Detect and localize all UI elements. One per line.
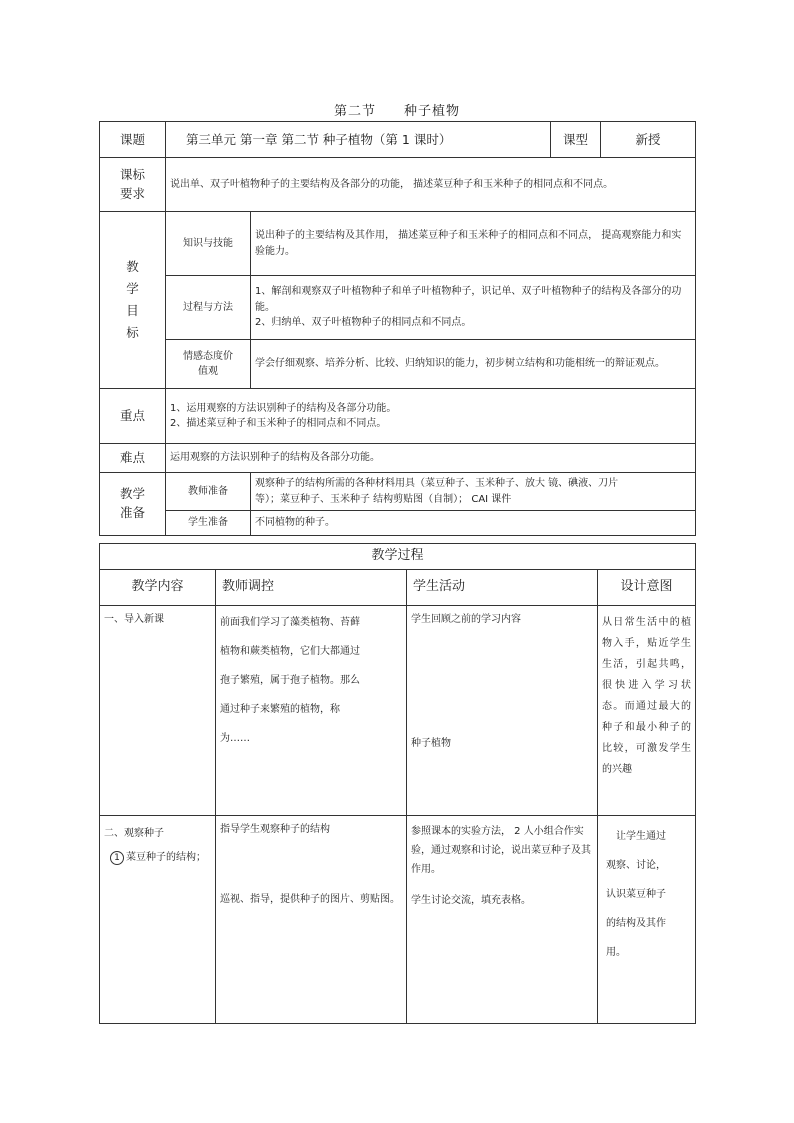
process-item-1: 1、解剖和观察双子叶植物种子和单子叶植物种子，识记单、双子叶植物种子的结构及各部分的功能。 xyxy=(255,286,682,313)
emotion-label: 情感态度价 值观 xyxy=(166,340,251,389)
difficulty-label: 难点 xyxy=(100,444,166,473)
goal-process-row xyxy=(100,276,696,340)
topic-value: 第三单元 第一章 第二节 种子植物（第 1 课时） xyxy=(166,122,551,158)
student-prep-row xyxy=(100,511,696,536)
teacher-prep-text: 观察种子的结构所需的各种材料用具（菜豆种子、玉米种子、放大 镜、碘液、刀片 等）；菜豆种子、玉米种子 结构剪贴图（自制）； CAI 课件 xyxy=(251,473,696,511)
topic-label: 课题 xyxy=(100,122,166,158)
emotion-text: 学会仔细观察、培养分析、比较、归纳知识的能力，初步树立结构和功能相统一的辩证观点。 xyxy=(251,340,696,389)
page-title-topic: 种子植物 xyxy=(404,104,461,119)
row1-content: 一、导入新课 xyxy=(100,606,216,816)
row1-intent: 从日常生活中的植物入手，贴近学生生活，引起共鸣，很快进入学习状态。而通过最大的种子和最小种子的比较，可激发学生的兴趣 xyxy=(598,606,696,816)
goal-emotion-row xyxy=(100,340,696,389)
knowledge-label: 知识与技能 xyxy=(166,212,251,276)
process-item-2: 2、归纳单、双子叶植物种子的相同点和不同点。 xyxy=(255,317,472,329)
topic-row xyxy=(100,122,696,158)
col-student: 学生活动 xyxy=(407,570,598,606)
prep-label: 教学 准备 xyxy=(100,473,166,536)
teaching-process-table xyxy=(99,543,696,1024)
process-row-intro xyxy=(100,606,696,816)
row2-intent: 让学生通过 观察、讨论， 认识菜豆种子 的结构及其作 用。 xyxy=(598,816,696,1024)
knowledge-text: 说出种子的主要结构及其作用， 描述菜豆种子和玉米种子的相同点和不同点， 提高观察能力和实验能力。 xyxy=(251,212,696,276)
standard-label: 课标 要求 xyxy=(100,158,166,212)
process-method-text xyxy=(251,276,696,340)
process-method-label: 过程与方法 xyxy=(166,276,251,340)
goals-label: 教 学 目 标 xyxy=(100,212,166,389)
key-point-1: 1、运用观察的方法识别种子的结构及各部分功能。 xyxy=(170,402,397,414)
standard-text: 说出单、双子叶植物种子的主要结构及各部分的功能， 描述菜豆种子和玉米种子的相同点和不同点。 xyxy=(166,158,696,212)
key-points-label: 重点 xyxy=(100,389,166,444)
col-intent: 设计意图 xyxy=(598,570,696,606)
key-points-text xyxy=(166,389,696,444)
difficulty-row xyxy=(100,444,696,473)
row2-content: 二、观察种子 1 菜豆种子的结构； xyxy=(100,816,216,1024)
row1-student: 学生回顾之前的学习内容 种子植物 xyxy=(407,606,598,816)
key-points-row xyxy=(100,389,696,444)
number-circle-icon: 1 xyxy=(110,851,124,865)
row2-student: 参照课本的实验方法， 2 人小组合作实验，通过观察和讨论，说出菜豆种子及其作用。 学生讨论交流，填充表格。 xyxy=(407,816,598,1024)
col-content: 教学内容 xyxy=(100,570,216,606)
process-row-observe xyxy=(100,816,696,1024)
page-title xyxy=(0,100,794,119)
row1-teacher: 前面我们学习了藻类植物、苔藓 植物和蕨类植物，它们大都通过 孢子繁殖，属于孢子植物。那么 通过种子来繁殖的植物，称 为…… xyxy=(216,606,407,816)
process-heading-row xyxy=(100,544,696,570)
process-heading: 教学过程 xyxy=(100,544,696,570)
goal-knowledge-row xyxy=(100,212,696,276)
standard-row xyxy=(100,158,696,212)
key-point-2: 2、描述菜豆种子和玉米种子的相同点和不同点。 xyxy=(170,418,387,429)
row2-teacher: 指导学生观察种子的结构 巡视、指导，提供种子的图片、剪贴图。 xyxy=(216,816,407,1024)
difficulty-text: 运用观察的方法识别种子的结构及各部分功能。 xyxy=(166,444,696,473)
col-teacher: 教师调控 xyxy=(216,570,407,606)
student-prep-label: 学生准备 xyxy=(166,511,251,536)
type-label: 课型 xyxy=(551,122,601,158)
lesson-info-table xyxy=(99,121,696,536)
teacher-prep-row xyxy=(100,473,696,511)
student-prep-text: 不同植物的种子。 xyxy=(251,511,696,536)
teacher-prep-label: 教师准备 xyxy=(166,473,251,511)
process-columns-row xyxy=(100,570,696,606)
type-value: 新授 xyxy=(601,122,696,158)
page-title-section: 第二节 xyxy=(333,104,376,119)
